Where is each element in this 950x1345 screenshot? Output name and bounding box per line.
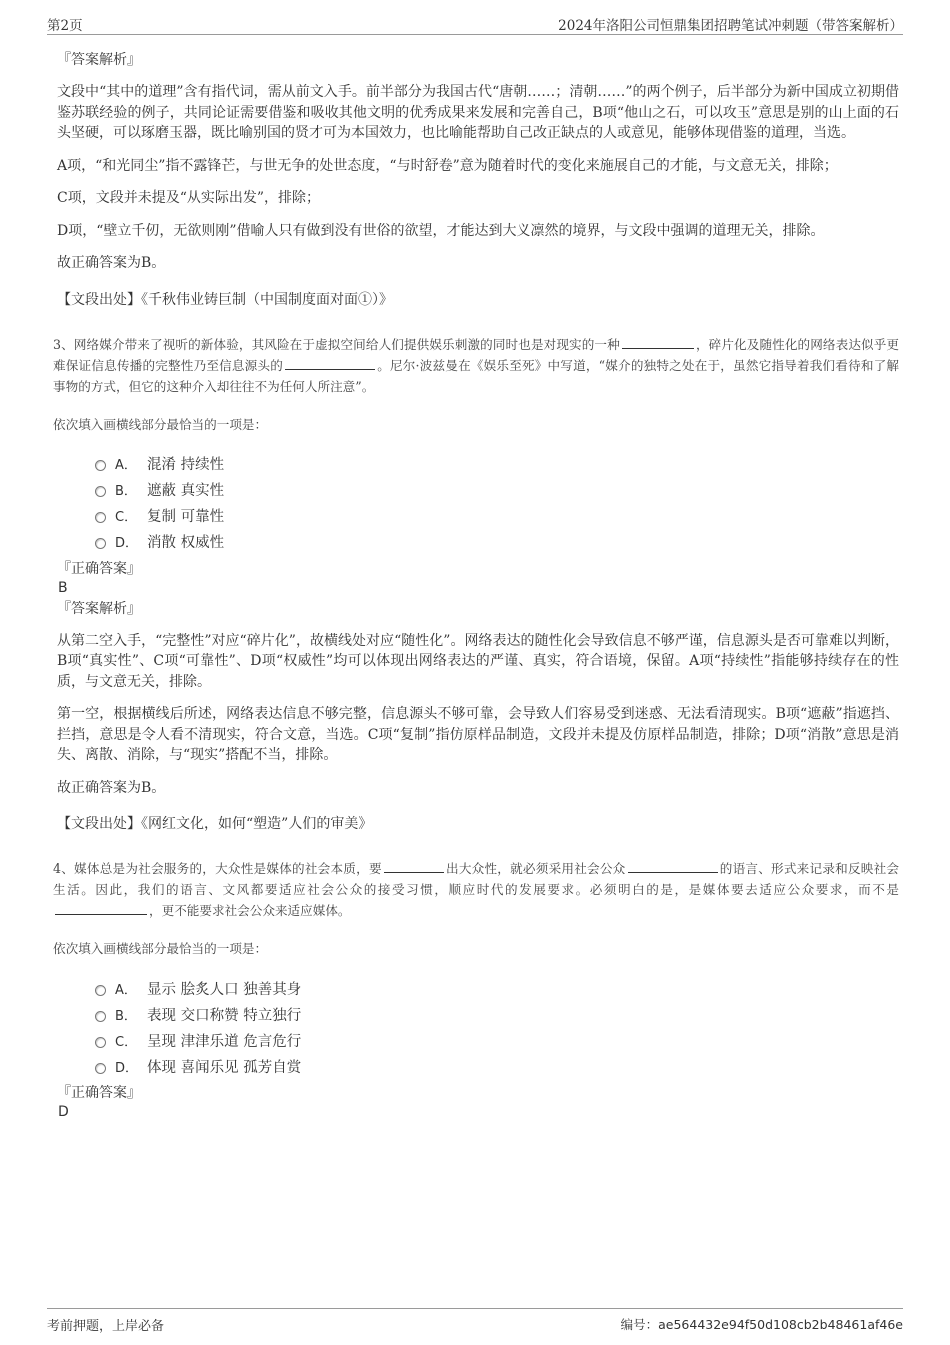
radio-icon[interactable] xyxy=(95,538,106,549)
correct-answer: B xyxy=(58,579,68,596)
fill-blank xyxy=(622,336,694,349)
option-c[interactable]: C． 复制 可靠性 xyxy=(95,503,899,529)
analysis-paragraph: 从第二空入手，“完整性”对应“碎片化”，故横线处对应“随性化”。网络表达的随性化会导致信息不够严谨，信息源头是否可靠难以判断，B项“真实性”、C项“可靠性”、D项“权威性”均可以体现出网络表达的严谨、真实，符合语境，保留。A项“持续性”指能够持续存在的性质，与文意无关，排除。 xyxy=(57,632,899,690)
analysis-paragraph: A项，“和光同尘”指不露锋芒，与世无争的处世态度，“与时舒卷”意为随着时代的变化来施展自己的才能，与文意无关，排除； xyxy=(57,157,838,174)
question-4-prompt: 依次填入画横线部分最恰当的一项是： xyxy=(53,941,268,956)
radio-icon[interactable] xyxy=(95,486,106,497)
document-title: 2024年洛阳公司恒鼎集团招聘笔试冲刺题（带答案解析） xyxy=(558,18,903,34)
page-header xyxy=(47,12,903,35)
fill-blank xyxy=(55,902,147,915)
option-a[interactable]: A． 显示 脍炙人口 独善其身 xyxy=(95,975,899,1001)
option-d[interactable]: D． 体现 喜闻乐见 孤芳自赏 xyxy=(95,1053,899,1079)
question-3-options xyxy=(95,451,899,555)
correct-answer-label: 『正确答案』 xyxy=(57,560,141,577)
analysis-conclusion: 故正确答案为B。 xyxy=(57,255,166,271)
radio-icon[interactable] xyxy=(95,1063,106,1074)
analysis-label: 『答案解析』 xyxy=(57,600,141,617)
document-body xyxy=(53,44,900,1121)
fill-blank xyxy=(384,860,444,873)
fill-blank xyxy=(285,357,375,370)
option-a[interactable]: A． 混淆 持续性 xyxy=(95,451,899,477)
document-id: 编号：ae564432e94f50d108cb2b48461af46e xyxy=(620,1317,903,1332)
footer-slogan: 考前押题，上岸必备 xyxy=(47,1319,165,1334)
radio-icon[interactable] xyxy=(95,512,106,523)
analysis-conclusion: 故正确答案为B。 xyxy=(57,779,166,796)
page-number: 第2页 xyxy=(47,18,83,34)
passage-source: 【文段出处】《千秋伟业铸巨制（中国制度面对面①）》 xyxy=(57,291,393,308)
option-b[interactable]: B． 表现 交口称赞 特立独行 xyxy=(95,1001,899,1027)
analysis-paragraph: D项，“壁立千仞，无欲则刚”借喻人只有做到没有世俗的欲望，才能达到大义凛然的境界，与文段中强调的道理无关，排除。 xyxy=(57,222,825,239)
correct-answer-label: 『正确答案』 xyxy=(57,1085,141,1101)
option-b[interactable]: B． 遮蔽 真实性 xyxy=(95,477,899,503)
correct-answer: D xyxy=(58,1104,69,1120)
fill-blank xyxy=(628,860,718,873)
analysis-label: 『答案解析』 xyxy=(57,52,141,68)
radio-icon[interactable] xyxy=(95,1011,106,1022)
analysis-paragraph: C项，文段并未提及“从实际出发”，排除； xyxy=(57,190,321,206)
option-c[interactable]: C． 呈现 津津乐道 危言危行 xyxy=(95,1027,899,1053)
question-3-text: 3、网络媒介带来了视听的新体验，其风险在于虚拟空间给人们提供娱乐刺激的同时也是对现实的一种 ，碎片化及随性化的网络表达似乎更难保证信息传播的完整性乃至信息源头的 。尼尔·波兹曼在《娱乐至死》中写道，“媒介的独特之处在于，虽然它指导着我们看待和了解事物的方式，但它的这种介入却往往不为任何人所注意”。 xyxy=(53,336,900,394)
question-4-text: 4、媒体总是为社会服务的，大众性是媒体的社会本质，要 出大众性，就必须采用社会公众 的语言、形式来记录和反映社会生活。因此，我们的语言、文风都要适应社会公众的接受习惯，顺应时代的发展要求。必须明白的是，是媒体要去适应公众要求，而不是，更不能要求社会公众来适应媒体。 xyxy=(53,861,900,918)
question-3-prompt: 依次填入画横线部分最恰当的一项是： xyxy=(53,416,268,432)
question-4-options xyxy=(95,975,899,1079)
analysis-paragraph: 第一空，根据横线后所述，网络表达信息不够完整，信息源头不够可靠，会导致人们容易受到迷惑、无法看清现实。B项“遮蔽”指遮挡、拦挡，意思是令人看不清现实，符合文意，当选。C项“复制”指仿原样品制造，文段并未提及仿原样品制造，排除；D项“消散”意思是消失、离散、消除，与“现实”搭配不当，排除。 xyxy=(57,706,899,763)
option-d[interactable]: D． 消散 权威性 xyxy=(95,529,899,555)
radio-icon[interactable] xyxy=(95,1037,106,1048)
radio-icon[interactable] xyxy=(95,460,106,471)
analysis-paragraph: 文段中“其中的道理”含有指代词，需从前文入手。前半部分为我国古代“唐朝……；清朝……”的两个例子，后半部分为新中国成立初期借鉴苏联经验的例子，共同论证需要借鉴和吸收其他文明的优秀成果来发展和完善自己，B项“他山之石，可以攻玉”意思是别的山上面的石头坚硬，可以琢磨玉器，既比喻别国的贤才可为本国效力，也比喻能帮助自己改正缺点的人或意见，能够体现借鉴的道理，当选。 xyxy=(57,84,899,141)
radio-icon[interactable] xyxy=(95,985,106,996)
page-footer xyxy=(47,1308,903,1339)
passage-source: 【文段出处】《网红文化，如何“塑造”人们的审美》 xyxy=(57,816,373,832)
